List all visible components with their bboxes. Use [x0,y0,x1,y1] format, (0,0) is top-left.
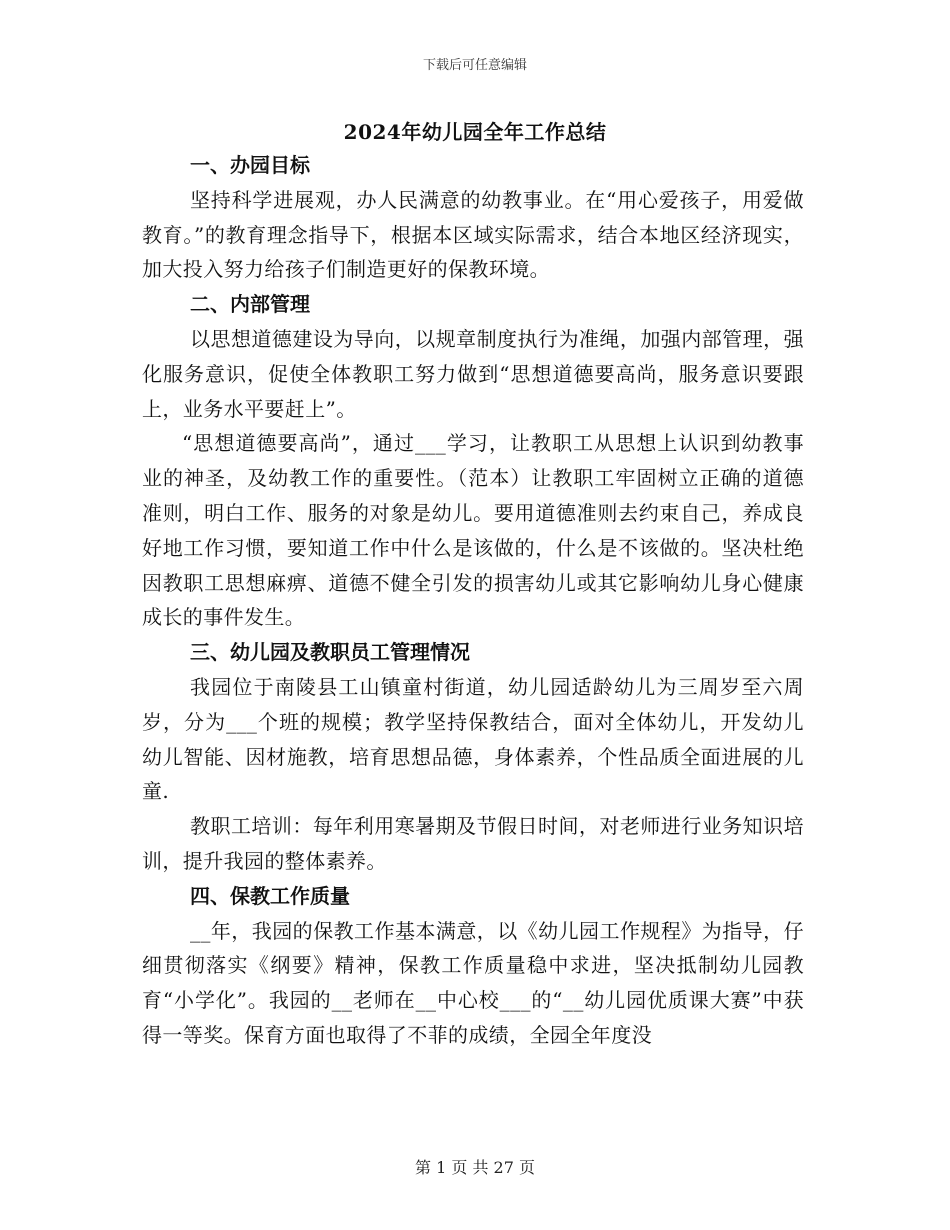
paragraph: 以思想道德建设为导向，以规章制度执行为准绳，加强内部管理，强化服务意识，促使全体教职工努力做到“思想道德要高尚，服务意识要跟上，业务水平要赶上”。 [142,326,804,421]
section-heading: 四、保教工作质量 [190,883,350,908]
section-heading: 三、幼儿园及教职员工管理情况 [190,640,470,665]
paragraph: “思想道德要高尚”，通过___学习，让教职工从思想上认识到幼教事业的神圣，及幼教工作的重要性。（范本）让教职工牢固树立正确的道德准则，明白工作、服务的对象是幼儿。要用道德准则去约束自己，养成良好地工作习惯，要知道工作中什么是该做的，什么是不该做的。坚决杜绝因教职工思想麻痹、道德不健全引发的损害幼儿或其它影响幼儿身心健康成长的事件发生。 [142,431,804,630]
section-2 [142,287,804,635]
section-heading: 一、办园目标 [190,153,310,177]
section-heading: 二、内部管理 [190,292,310,317]
page-number-footer: 第 1 页 共 27 页 [415,1158,535,1177]
paragraph: 坚持科学进展观，办人民满意的幼教事业。在“用心爱孩子，用爱做教育。”的教育理念指导下，根据本区域实际需求，结合本地区经济现实，加大投入努力给孩子们制造更好的保教环境。 [142,187,804,282]
document-body [142,148,804,1053]
paragraph: __年，我园的保教工作基本满意，以《幼儿园工作规程》为指导，仔细贯彻落实《纲要》精神，保教工作质量稳中求进，坚决抵制幼儿园教育“小学化”。我园的__老师在__中心校___的“__幼儿园优质课大赛”中获得一等奖。保育方面也取得了不菲的成绩，全园全年度没 [142,918,804,1047]
paragraph: 我园位于南陵县工山镇童村街道，幼儿园适龄幼儿为三周岁至六周岁，分为___个班的规模；教学坚持保教结合，面对全体幼儿，开发幼儿幼儿智能、因材施教，培育思想品德，身体素养，个性品质全面进展的儿童. [142,674,804,804]
section-4 [142,879,804,1053]
document-title: 2024年幼儿园全年工作总结 [343,120,607,144]
paragraph: 教职工培训：每年利用寒暑期及节假日时间，对老师进行业务知识培训，提升我园的整体素养。 [142,814,804,873]
section-1 [142,148,804,287]
section-3 [142,635,804,879]
header-note: 下载后可任意编辑 [422,58,527,73]
